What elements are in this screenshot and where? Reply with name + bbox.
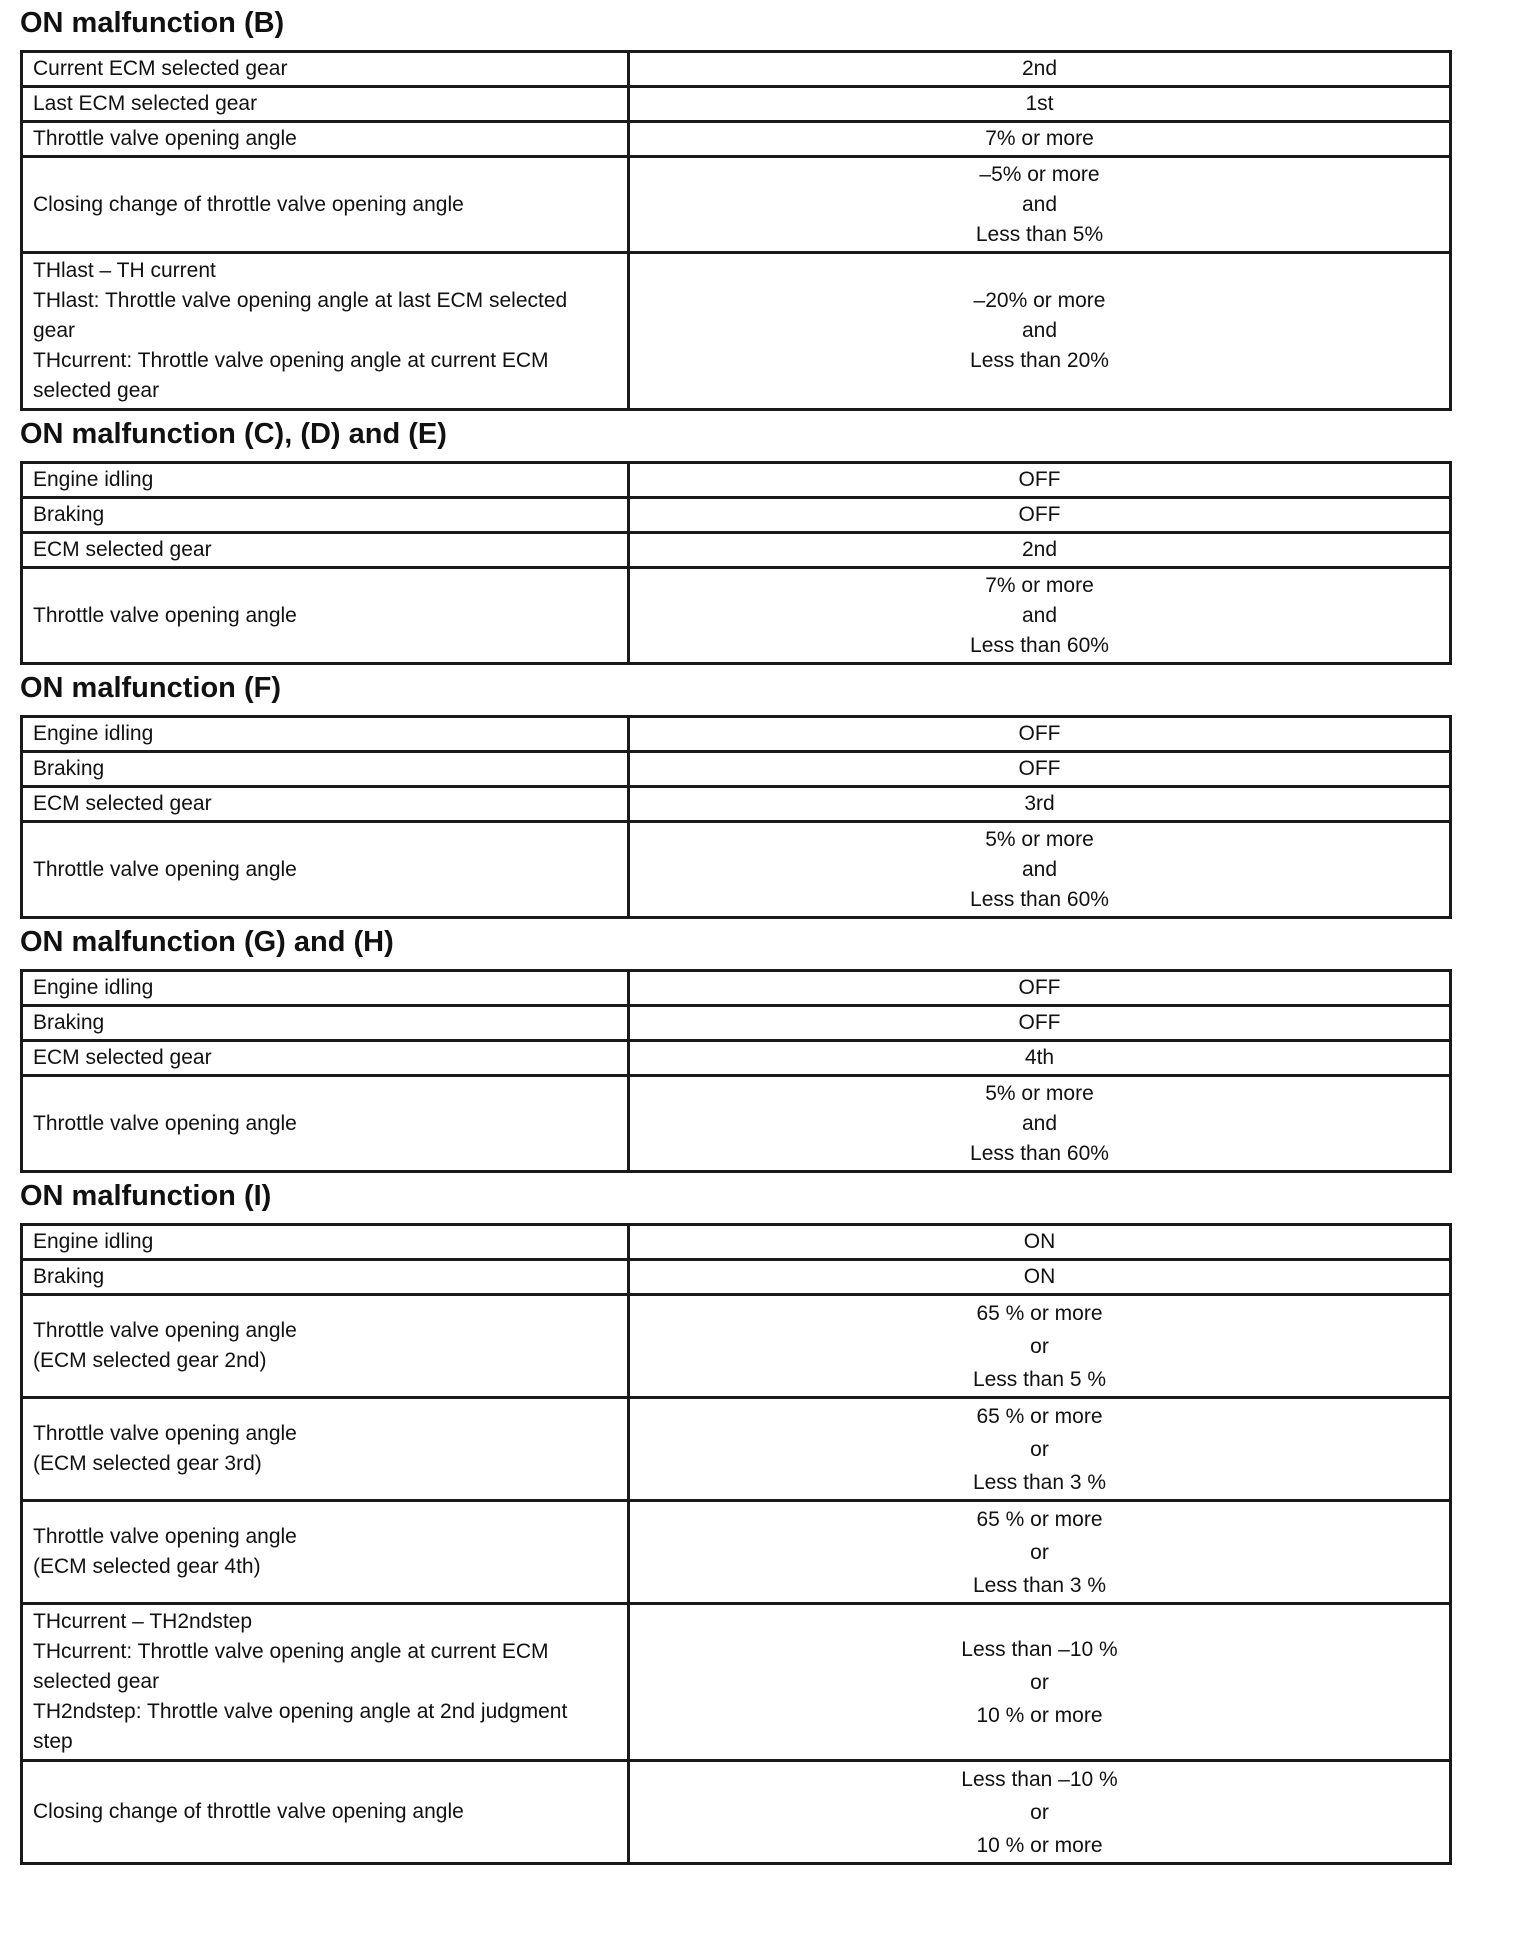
parameter-text: step — [33, 1730, 73, 1753]
value-text: and — [1021, 319, 1058, 342]
value-cell — [629, 122, 1451, 157]
parameter-cell — [22, 1006, 629, 1041]
parameter-cell — [22, 1398, 629, 1501]
parameter-text: Engine idling — [33, 1230, 154, 1253]
condition-table — [20, 461, 1452, 665]
parameter-cell — [22, 752, 629, 787]
parameter-text: Braking — [33, 503, 105, 526]
parameter-cell — [22, 498, 629, 533]
value-text: 2nd — [1021, 538, 1058, 561]
table-row — [22, 787, 1451, 822]
table-row — [22, 253, 1451, 410]
table-row — [22, 533, 1451, 568]
parameter-text: Last ECM selected gear — [33, 92, 258, 115]
condition-table — [20, 715, 1452, 919]
condition-table — [20, 1223, 1452, 1865]
parameter-text: (ECM selected gear 2nd) — [33, 1349, 267, 1372]
value-cell — [629, 752, 1451, 787]
section-title: ON malfunction (C), (D) and (E) — [20, 418, 447, 450]
parameter-text: Engine idling — [33, 468, 154, 491]
parameter-cell — [22, 87, 629, 122]
table-row — [22, 1761, 1451, 1864]
parameter-text: Throttle valve opening angle — [33, 1111, 297, 1135]
value-text: 65 % or more — [976, 1404, 1103, 1428]
parameter-text: Throttle valve opening angle — [33, 857, 297, 881]
value-text: and — [1021, 192, 1058, 216]
table-row — [22, 822, 1451, 918]
value-text: 7% or more — [985, 127, 1094, 150]
condition-table — [20, 969, 1452, 1173]
value-cell — [629, 157, 1451, 253]
table-row — [22, 1398, 1451, 1501]
table-row — [22, 971, 1451, 1006]
parameter-text: THcurrent – TH2ndstep — [33, 1610, 253, 1633]
parameter-text: THlast – TH current — [33, 259, 216, 282]
value-cell — [629, 1041, 1451, 1076]
table-row — [22, 1260, 1451, 1295]
value-text: Less than –10 % — [961, 1637, 1118, 1661]
parameter-text: Engine idling — [33, 722, 154, 745]
parameter-text: Throttle valve opening angle — [33, 1525, 297, 1548]
value-text: or — [1030, 1800, 1049, 1824]
value-cell — [629, 1604, 1451, 1761]
parameter-text: THcurrent: Throttle valve opening angle at current ECM — [33, 1640, 549, 1663]
value-text: OFF — [1018, 1011, 1061, 1034]
table-row — [22, 1225, 1451, 1260]
parameter-text: Braking — [33, 757, 105, 780]
parameter-text: (ECM selected gear 3rd) — [33, 1452, 262, 1475]
value-text: 2nd — [1021, 57, 1058, 80]
parameter-cell — [22, 1041, 629, 1076]
value-text: –20% or more — [973, 289, 1106, 312]
value-cell — [629, 498, 1451, 533]
section-title: ON malfunction (B) — [20, 7, 285, 39]
value-text: Less than 5% — [975, 222, 1104, 246]
parameter-text: (ECM selected gear 4th) — [33, 1555, 261, 1578]
section-title: ON malfunction (G) and (H) — [20, 926, 394, 958]
value-cell — [629, 971, 1451, 1006]
parameter-cell — [22, 1604, 629, 1761]
value-cell — [629, 1006, 1451, 1041]
parameter-text: Braking — [33, 1011, 105, 1034]
parameter-text: Throttle valve opening angle — [33, 1422, 297, 1445]
section-title: ON malfunction (F) — [20, 672, 281, 704]
value-text: 4th — [1024, 1046, 1055, 1069]
value-cell — [629, 1398, 1451, 1501]
value-text: OFF — [1018, 503, 1061, 526]
table-row — [22, 87, 1451, 122]
parameter-cell — [22, 1501, 629, 1604]
parameter-cell — [22, 1260, 629, 1295]
value-text: OFF — [1018, 976, 1061, 999]
value-text: Less than 3 % — [972, 1573, 1107, 1597]
parameter-text: Throttle valve opening angle — [33, 127, 297, 150]
parameter-text: THlast: Throttle valve opening angle at last ECM selected — [33, 289, 568, 312]
table-row — [22, 1006, 1451, 1041]
value-cell — [629, 1260, 1451, 1295]
value-text: 65 % or more — [976, 1301, 1103, 1325]
document — [20, 0, 1452, 1865]
parameter-cell — [22, 1761, 629, 1864]
parameter-text: ECM selected gear — [33, 792, 212, 815]
table-row — [22, 752, 1451, 787]
value-cell — [629, 52, 1451, 87]
value-text: 10 % or more — [976, 1833, 1103, 1857]
table-row — [22, 1295, 1451, 1398]
value-cell — [629, 87, 1451, 122]
value-text: 5% or more — [985, 1081, 1094, 1105]
value-text: 10 % or more — [976, 1703, 1103, 1727]
value-text: 7% or more — [985, 573, 1094, 597]
value-text: or — [1030, 1437, 1049, 1461]
parameter-cell — [22, 1076, 629, 1172]
value-text: OFF — [1018, 757, 1061, 780]
value-text: ON — [1023, 1265, 1056, 1288]
value-cell — [629, 1225, 1451, 1260]
parameter-cell — [22, 787, 629, 822]
table-row — [22, 1041, 1451, 1076]
parameter-text: THcurrent: Throttle valve opening angle at current ECM — [33, 349, 549, 372]
parameter-text: Current ECM selected gear — [33, 57, 288, 80]
value-text: OFF — [1018, 722, 1061, 745]
table-row — [22, 122, 1451, 157]
parameter-cell — [22, 971, 629, 1006]
table-row — [22, 717, 1451, 752]
parameter-cell — [22, 568, 629, 664]
condition-table — [20, 50, 1452, 411]
parameter-cell — [22, 52, 629, 87]
value-text: Less than 60% — [970, 887, 1109, 911]
value-text: or — [1030, 1334, 1049, 1358]
parameter-cell — [22, 717, 629, 752]
value-text: Less than 20% — [970, 349, 1109, 372]
value-cell — [629, 1761, 1451, 1864]
table-row — [22, 498, 1451, 533]
parameter-cell — [22, 533, 629, 568]
table-row — [22, 1604, 1451, 1761]
value-text: and — [1021, 1111, 1058, 1135]
parameter-text: Throttle valve opening angle — [33, 1319, 297, 1342]
parameter-cell — [22, 822, 629, 918]
parameter-text: Closing change of throttle valve opening angle — [33, 1800, 464, 1823]
value-text: Less than –10 % — [961, 1767, 1118, 1791]
value-text: –5% or more — [979, 162, 1100, 186]
value-cell — [629, 1076, 1451, 1172]
parameter-text: ECM selected gear — [33, 538, 212, 561]
value-text: Less than 60% — [970, 633, 1109, 657]
parameter-text: gear — [33, 319, 76, 342]
value-cell — [629, 717, 1451, 752]
parameter-cell — [22, 122, 629, 157]
value-cell — [629, 533, 1451, 568]
value-text: OFF — [1018, 468, 1061, 491]
value-text: ON — [1023, 1230, 1056, 1253]
section-title: ON malfunction (I) — [20, 1180, 272, 1212]
value-cell — [629, 463, 1451, 498]
table-row — [22, 52, 1451, 87]
value-cell — [629, 568, 1451, 664]
parameter-text: ECM selected gear — [33, 1046, 212, 1069]
value-text: or — [1030, 1670, 1049, 1694]
value-text: Less than 3 % — [972, 1470, 1107, 1494]
value-text: and — [1021, 603, 1058, 627]
value-text: 3rd — [1024, 792, 1055, 815]
value-text: 65 % or more — [976, 1507, 1103, 1531]
value-text: 1st — [1025, 92, 1054, 115]
parameter-text: Closing change of throttle valve opening angle — [33, 192, 464, 216]
table-row — [22, 568, 1451, 664]
value-cell — [629, 1501, 1451, 1604]
parameter-text: selected gear — [33, 379, 160, 402]
value-text: Less than 60% — [970, 1141, 1109, 1165]
parameter-cell — [22, 463, 629, 498]
value-cell — [629, 253, 1451, 410]
parameter-cell — [22, 1295, 629, 1398]
value-text: and — [1021, 857, 1058, 881]
parameter-cell — [22, 157, 629, 253]
parameter-cell — [22, 1225, 629, 1260]
value-text: Less than 5 % — [972, 1367, 1107, 1391]
table-row — [22, 1501, 1451, 1604]
table-row — [22, 463, 1451, 498]
value-cell — [629, 822, 1451, 918]
value-text: or — [1030, 1540, 1049, 1564]
value-text: 5% or more — [985, 827, 1094, 851]
table-row — [22, 1076, 1451, 1172]
value-cell — [629, 1295, 1451, 1398]
parameter-text: Throttle valve opening angle — [33, 603, 297, 627]
parameter-text: Engine idling — [33, 976, 154, 999]
table-row — [22, 157, 1451, 253]
parameter-cell — [22, 253, 629, 410]
parameter-text: selected gear — [33, 1670, 160, 1693]
parameter-text: Braking — [33, 1265, 105, 1288]
value-cell — [629, 787, 1451, 822]
parameter-text: TH2ndstep: Throttle valve opening angle at 2nd judgment — [33, 1700, 568, 1723]
